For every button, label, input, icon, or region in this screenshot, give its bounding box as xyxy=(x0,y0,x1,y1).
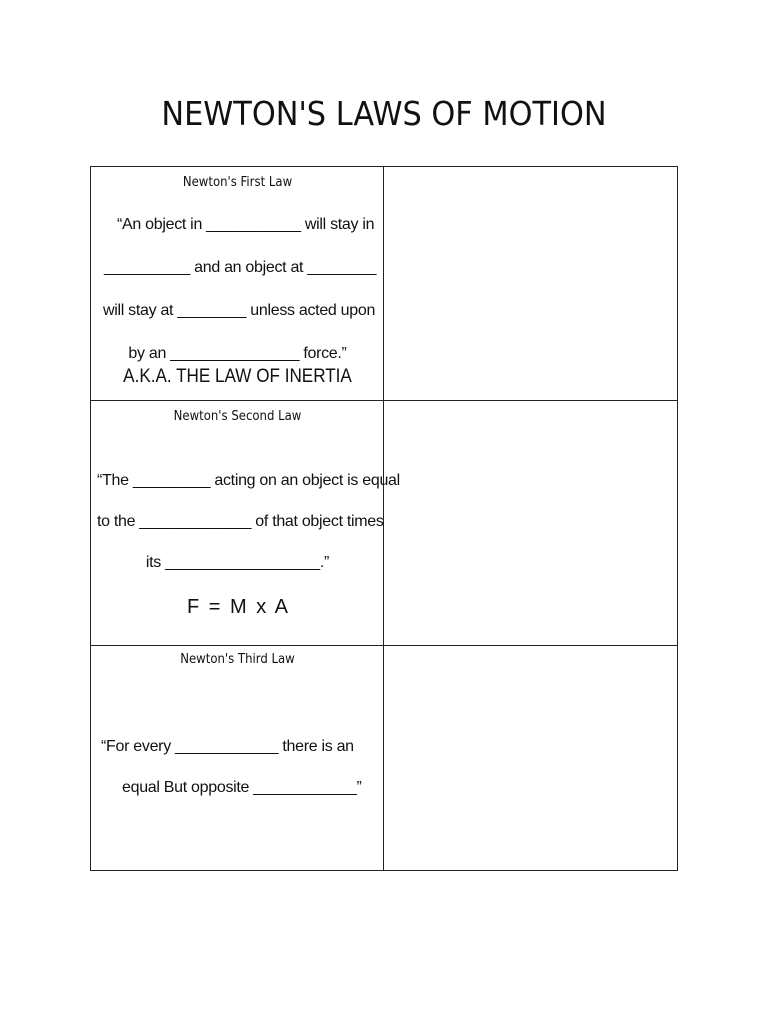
first-law-aka-note: A.K.A. THE LAW OF INERTIA xyxy=(123,366,352,387)
third-law-line-2: equal But opposite ____________” xyxy=(122,779,362,796)
first-law-heading: Newton's First Law xyxy=(182,175,293,190)
second-law-formula: F = M x A xyxy=(186,596,289,618)
first-law-text-cell xyxy=(91,167,384,400)
second-law-text-cell xyxy=(91,401,400,645)
third-law-line-1: “For every ____________ there is an xyxy=(101,738,354,755)
page-title: NEWTON'S LAWS OF MOTION xyxy=(161,94,607,133)
laws-table xyxy=(90,166,678,871)
table-row-third-law xyxy=(91,646,677,870)
third-law-answer-cell[interactable] xyxy=(384,646,677,870)
first-law-answer-cell[interactable] xyxy=(384,167,677,400)
third-law-text-cell xyxy=(91,646,384,870)
first-law-line-4: by an _______________ force.” xyxy=(128,345,347,362)
second-law-line-1: “The _________ acting on an object is equal xyxy=(97,472,400,489)
third-law-heading: Newton's Third Law xyxy=(180,652,295,667)
table-row-first-law xyxy=(91,167,677,401)
second-law-line-2: to the _____________ of that object times xyxy=(97,513,384,530)
first-law-line-1: “An object in ___________ will stay in xyxy=(117,216,375,233)
second-law-answer-cell[interactable] xyxy=(384,401,677,645)
second-law-heading: Newton's Second Law xyxy=(173,409,302,424)
first-law-line-2: __________ and an object at ________ xyxy=(104,259,377,276)
second-law-line-3: its __________________.” xyxy=(145,554,330,571)
table-row-second-law xyxy=(91,401,677,646)
first-law-line-3: will stay at ________ unless acted upon xyxy=(103,302,376,319)
